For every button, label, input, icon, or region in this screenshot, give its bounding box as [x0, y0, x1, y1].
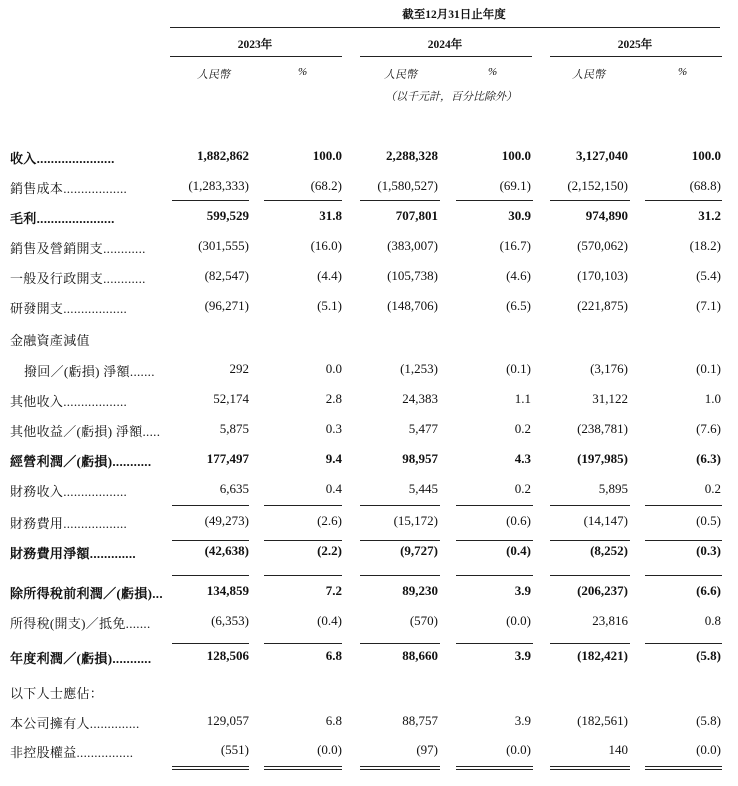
cell-value: (5.1): [317, 298, 342, 313]
cell-value: (8,252): [590, 543, 628, 558]
row-label: 財務收入..................: [10, 484, 128, 499]
cell-value: (0.1): [696, 361, 721, 376]
table-row: [0, 648, 738, 668]
subtotal-rule: [645, 540, 722, 541]
cell-value: (0.0): [317, 742, 342, 757]
cell-value: (6.5): [506, 298, 531, 313]
table-row: [0, 148, 738, 168]
cell-value: 5,445: [408, 481, 438, 496]
cell-value: 0.2: [704, 481, 721, 496]
row-label: 財務費用淨額.............: [10, 546, 136, 561]
cell-value: (68.8): [689, 178, 721, 193]
cell-value: 177,497: [206, 451, 249, 466]
unit-pct-2023: %: [298, 66, 308, 78]
cell-value: 0.3: [325, 421, 342, 436]
subtotal-rule: [550, 643, 630, 644]
double-rule: [645, 766, 722, 767]
table-row: [0, 481, 738, 501]
subtotal-rule: [550, 540, 630, 541]
cell-value: (0.3): [696, 543, 721, 558]
cell-value: (96,271): [204, 298, 249, 313]
period-header: 截至12月31日止年度: [402, 9, 506, 21]
subtotal-rule: [456, 540, 533, 541]
cell-value: 89,230: [402, 583, 438, 598]
subtotal-rule: [360, 643, 440, 644]
cell-value: 6.8: [325, 713, 342, 728]
row-label: 其他收益／(虧損) 淨額.....: [10, 424, 161, 439]
cell-value: (49,273): [204, 513, 249, 528]
row-label: 金融資產減值: [10, 333, 90, 348]
cell-value: (1,253): [400, 361, 438, 376]
cell-value: (570): [409, 613, 438, 628]
cell-value: (206,237): [577, 583, 628, 598]
cell-value: (148,706): [387, 298, 438, 313]
subtotal-rule: [264, 643, 342, 644]
cell-value: (383,007): [387, 238, 438, 253]
cell-value: (0.5): [696, 513, 721, 528]
cell-value: (0.4): [317, 613, 342, 628]
year-2023-header: 2023年: [237, 39, 273, 51]
cell-value: (221,875): [577, 298, 628, 313]
cell-value: (551): [220, 742, 249, 757]
table-row: [0, 683, 738, 703]
table-row: [0, 361, 738, 381]
double-rule: [264, 766, 342, 767]
row-label: 一般及行政開支............: [10, 271, 146, 286]
cell-value: (0.6): [506, 513, 531, 528]
cell-value: 3,127,040: [576, 148, 628, 163]
cell-value: 100.0: [501, 148, 531, 163]
cell-value: (5.8): [696, 713, 721, 728]
row-label: 本公司擁有人..............: [10, 716, 140, 731]
table-row: [0, 513, 738, 533]
cell-value: (68.2): [310, 178, 342, 193]
cell-value: 24,383: [402, 391, 438, 406]
subtotal-rule: [550, 505, 630, 506]
cell-value: 23,816: [592, 613, 628, 628]
cell-value: (0.0): [506, 613, 531, 628]
cell-value: 599,529: [206, 208, 249, 223]
subtotal-rule: [172, 575, 249, 576]
table-row: [0, 268, 738, 288]
cell-value: 4.3: [514, 451, 531, 466]
subtotal-rule: [264, 575, 342, 576]
cell-value: (0.0): [506, 742, 531, 757]
subtotal-rule: [360, 540, 440, 541]
cell-value: (4.6): [506, 268, 531, 283]
subtotal-rule: [172, 200, 249, 201]
cell-value: (0.0): [696, 742, 721, 757]
row-label: 銷售成本..................: [10, 181, 128, 196]
cell-value: 30.9: [508, 208, 531, 223]
cell-value: (16.0): [310, 238, 342, 253]
subtotal-rule: [550, 200, 630, 201]
cell-value: 5,477: [408, 421, 438, 436]
unit-rmb-2024: 人民幣: [384, 69, 417, 81]
double-rule: [456, 769, 533, 770]
subtotal-rule: [645, 505, 722, 506]
cell-value: (6.6): [696, 583, 721, 598]
table-row: [0, 583, 738, 603]
year-rule-2023: [170, 56, 342, 57]
double-rule: [264, 769, 342, 770]
cell-value: 140: [608, 742, 628, 757]
cell-value: 6.8: [325, 648, 342, 663]
row-label: 收入......................: [10, 151, 115, 166]
cell-value: (197,985): [577, 451, 628, 466]
row-label: 以下人士應佔：: [10, 686, 104, 701]
table-row: [0, 178, 738, 198]
row-label: 銷售及營銷開支............: [10, 241, 146, 256]
cell-value: (170,103): [577, 268, 628, 283]
cell-value: (2.2): [317, 543, 342, 558]
unit-pct-2024: %: [488, 66, 498, 78]
row-label: 年度利潤／(虧損)...........: [10, 651, 152, 666]
cell-value: 5,875: [219, 421, 249, 436]
cell-value: 2.8: [325, 391, 342, 406]
subtotal-rule: [456, 643, 533, 644]
cell-value: (6.3): [696, 451, 721, 466]
cell-value: 1.0: [704, 391, 721, 406]
cell-value: (4.4): [317, 268, 342, 283]
table-row: [0, 330, 738, 350]
cell-value: (6,353): [211, 613, 249, 628]
cell-value: 3.9: [514, 648, 531, 663]
cell-value: 100.0: [312, 148, 342, 163]
double-rule: [360, 766, 440, 767]
cell-value: (3,176): [590, 361, 628, 376]
row-label: 研發開支..................: [10, 301, 128, 316]
cell-value: (238,781): [577, 421, 628, 436]
cell-value: 707,801: [395, 208, 438, 223]
cell-value: 88,660: [402, 648, 438, 663]
cell-value: 7.2: [325, 583, 342, 598]
cell-value: 974,890: [585, 208, 628, 223]
cell-value: (5.8): [696, 648, 721, 663]
subtotal-rule: [264, 200, 342, 201]
subtotal-rule: [456, 200, 533, 201]
double-rule: [550, 766, 630, 767]
row-label: 除所得稅前利潤／(虧損)...: [10, 586, 163, 601]
subtotal-rule: [456, 575, 533, 576]
double-rule: [172, 769, 249, 770]
cell-value: (7.1): [696, 298, 721, 313]
cell-value: 98,957: [402, 451, 438, 466]
cell-value: (7.6): [696, 421, 721, 436]
cell-value: (14,147): [583, 513, 628, 528]
cell-value: 9.4: [325, 451, 342, 466]
units-note: （以千元計，百分比除外）: [385, 91, 517, 103]
table-row: [0, 421, 738, 441]
year-rule-2025: [550, 56, 722, 57]
row-label: 所得稅(開支)／抵免.......: [10, 616, 151, 631]
year-2024-header: 2024年: [427, 39, 463, 51]
subtotal-rule: [172, 540, 249, 541]
cell-value: 5,895: [598, 481, 628, 496]
cell-value: (42,638): [204, 543, 249, 558]
row-label: 撥回／(虧損) 淨額.......: [24, 364, 155, 379]
cell-value: 1,882,862: [197, 148, 249, 163]
cell-value: 52,174: [213, 391, 249, 406]
cell-value: (0.1): [506, 361, 531, 376]
table-row: [0, 391, 738, 411]
table-row: [0, 238, 738, 258]
cell-value: 31,122: [592, 391, 628, 406]
cell-value: (0.4): [506, 543, 531, 558]
table-row: [0, 208, 738, 228]
cell-value: (5.4): [696, 268, 721, 283]
cell-value: (105,738): [387, 268, 438, 283]
period-rule: [170, 27, 720, 28]
cell-value: (15,172): [393, 513, 438, 528]
unit-rmb-2025: 人民幣: [572, 69, 605, 81]
double-rule: [550, 769, 630, 770]
cell-value: (182,421): [577, 648, 628, 663]
cell-value: (570,062): [577, 238, 628, 253]
cell-value: 128,506: [206, 648, 249, 663]
cell-value: 1.1: [514, 391, 531, 406]
cell-value: (69.1): [499, 178, 531, 193]
table-row: [0, 713, 738, 733]
row-label: 其他收入..................: [10, 394, 128, 409]
subtotal-rule: [360, 200, 440, 201]
subtotal-rule: [172, 505, 249, 506]
cell-value: 134,859: [206, 583, 249, 598]
table-row: [0, 543, 738, 563]
row-label: 毛利......................: [10, 211, 115, 226]
cell-value: (182,561): [577, 713, 628, 728]
cell-value: 0.4: [325, 481, 342, 496]
table-row: [0, 298, 738, 318]
double-rule: [645, 769, 722, 770]
table-row: [0, 613, 738, 633]
double-rule: [172, 766, 249, 767]
cell-value: 88,757: [402, 713, 438, 728]
cell-value: 2,288,328: [386, 148, 438, 163]
cell-value: 3.9: [514, 713, 531, 728]
row-label: 非控股權益................: [10, 745, 134, 760]
cell-value: (18.2): [689, 238, 721, 253]
year-rule-2024: [360, 56, 532, 57]
cell-value: 0.2: [514, 481, 531, 496]
row-label: 財務費用..................: [10, 516, 128, 531]
subtotal-rule: [360, 575, 440, 576]
year-2025-header: 2025年: [617, 39, 653, 51]
double-rule: [456, 766, 533, 767]
cell-value: (2.6): [317, 513, 342, 528]
subtotal-rule: [645, 643, 722, 644]
cell-value: (82,547): [204, 268, 249, 283]
cell-value: (301,555): [198, 238, 249, 253]
cell-value: 31.2: [698, 208, 721, 223]
cell-value: (1,580,527): [377, 178, 438, 193]
cell-value: (16.7): [499, 238, 531, 253]
subtotal-rule: [645, 575, 722, 576]
cell-value: (1,283,333): [188, 178, 249, 193]
subtotal-rule: [360, 505, 440, 506]
cell-value: 0.0: [325, 361, 342, 376]
table-row: [0, 451, 738, 471]
table-row: [0, 742, 738, 762]
cell-value: 0.8: [704, 613, 721, 628]
cell-value: (2,152,150): [567, 178, 628, 193]
subtotal-rule: [645, 200, 722, 201]
cell-value: 6,635: [219, 481, 249, 496]
subtotal-rule: [550, 575, 630, 576]
unit-pct-2025: %: [678, 66, 688, 78]
row-label: 經營利潤／(虧損)...........: [10, 454, 152, 469]
cell-value: 292: [229, 361, 249, 376]
cell-value: 0.2: [514, 421, 531, 436]
subtotal-rule: [264, 540, 342, 541]
subtotal-rule: [264, 505, 342, 506]
cell-value: 3.9: [514, 583, 531, 598]
subtotal-rule: [172, 643, 249, 644]
double-rule: [360, 769, 440, 770]
cell-value: (97): [416, 742, 438, 757]
cell-value: (9,727): [400, 543, 438, 558]
cell-value: 100.0: [691, 148, 721, 163]
unit-rmb-2023: 人民幣: [197, 69, 230, 81]
cell-value: 31.8: [319, 208, 342, 223]
cell-value: 129,057: [206, 713, 249, 728]
subtotal-rule: [456, 505, 533, 506]
